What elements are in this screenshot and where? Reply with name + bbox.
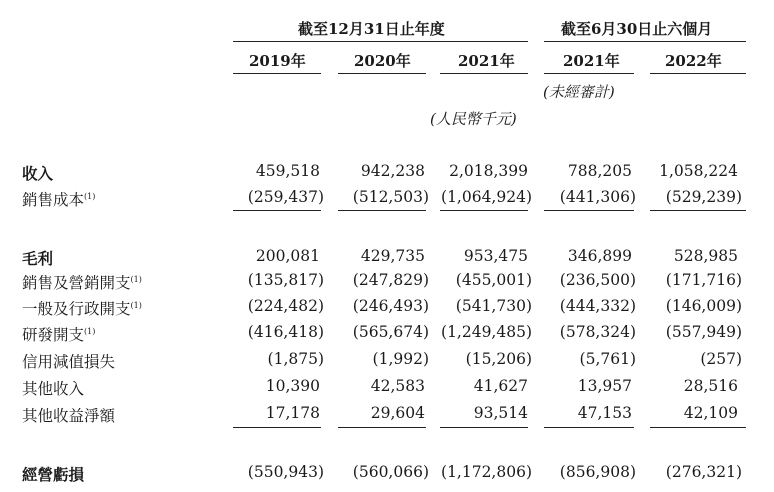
cell-other-income-2019: 10,390 [265, 377, 320, 395]
row-label-cost-of-sales: 銷售成本$^{(1)}$ [22, 191, 96, 209]
year-rule-2021-interim [544, 73, 634, 74]
cell-general-admin-2022h1: (146,009) [665, 297, 742, 315]
row-label-gross-profit: 毛利 [22, 249, 54, 268]
year-rule-2019 [233, 73, 321, 74]
interim-period-header: 截至6月30日止六個月 [561, 20, 713, 38]
cell-cost-of-sales-2019: (259,437) [247, 188, 324, 206]
year-rule-2022-interim [650, 73, 746, 74]
row-label-revenue: 收入 [22, 164, 54, 183]
cell-revenue-2019: 459,518 [255, 162, 320, 180]
cell-other-income-2021: 41,627 [473, 377, 528, 395]
cell-credit-impairment-2019: (1,875) [267, 350, 324, 368]
cell-credit-impairment-2022h1: (257) [700, 350, 742, 368]
annual-header-rule [233, 41, 528, 42]
cell-other-gains-net-2020: 29,604 [370, 404, 425, 422]
cell-revenue-2020: 942,238 [360, 162, 425, 180]
cell-operating-loss-2022h1: (276,321) [665, 463, 742, 481]
row-label-credit-impairment: 信用減值損失 [22, 353, 116, 371]
cell-revenue-2021: 2,018,399 [449, 162, 528, 180]
cell-general-admin-2019: (224,482) [247, 297, 324, 315]
year-2021-header: 2021年 [458, 52, 515, 70]
cell-selling-marketing-2022h1: (171,716) [665, 271, 742, 289]
cell-selling-marketing-2021h1: (236,500) [559, 271, 636, 289]
row-label-r-and-d: 研發開支$^{(1)}$ [22, 326, 96, 344]
annual-period-header: 截至12月31日止年度 [298, 20, 445, 38]
cell-credit-impairment-2021: (15,206) [465, 350, 532, 368]
cell-selling-marketing-2021: (455,001) [455, 271, 532, 289]
subtotal-rule-2019 [233, 210, 321, 211]
cell-general-admin-2020: (246,493) [352, 297, 429, 315]
subtotal-rule-2021-interim [544, 210, 634, 211]
cell-cost-of-sales-2021h1: (441,306) [559, 188, 636, 206]
cell-r-and-d-2021h1: (578,324) [559, 323, 636, 341]
cell-gross-profit-2022h1: 528,985 [673, 247, 738, 265]
subtotal-rule-2022-interim [650, 210, 746, 211]
subtotal-rule-2021 [440, 210, 528, 211]
interim-header-rule [544, 41, 746, 42]
cell-other-income-2022h1: 28,516 [683, 377, 738, 395]
total-rule-2019 [233, 427, 321, 428]
cell-revenue-2022h1: 1,058,224 [659, 162, 738, 180]
cell-r-and-d-2021: (1,249,485) [441, 323, 532, 341]
cell-credit-impairment-2021h1: (5,761) [579, 350, 636, 368]
cell-credit-impairment-2020: (1,992) [372, 350, 429, 368]
cell-operating-loss-2020: (560,066) [352, 463, 429, 481]
cell-operating-loss-2021: (1,172,806) [441, 463, 532, 481]
cell-r-and-d-2020: (565,674) [352, 323, 429, 341]
row-label-operating-loss: 經營虧損 [22, 465, 85, 484]
total-rule-2021-interim [544, 427, 634, 428]
cell-other-income-2021h1: 13,957 [577, 377, 632, 395]
cell-gross-profit-2021h1: 346,899 [567, 247, 632, 265]
year-2020-header: 2020年 [354, 52, 411, 70]
cell-operating-loss-2021h1: (856,908) [559, 463, 636, 481]
row-label-other-income: 其他收入 [22, 380, 85, 398]
cell-selling-marketing-2020: (247,829) [352, 271, 429, 289]
currency-unit-note: (人民幣千元) [430, 110, 517, 128]
row-label-general-admin: 一般及行政開支$^{(1)}$ [22, 300, 142, 318]
unaudited-note: (未經審計) [543, 83, 615, 101]
cell-other-gains-net-2019: 17,178 [265, 404, 320, 422]
year-2021-interim-header: 2021年 [563, 52, 620, 70]
year-2022-interim-header: 2022年 [665, 52, 722, 70]
cell-general-admin-2021h1: (444,332) [559, 297, 636, 315]
cell-cost-of-sales-2020: (512,503) [352, 188, 429, 206]
year-rule-2021 [440, 73, 528, 74]
cell-other-gains-net-2021: 93,514 [473, 404, 528, 422]
total-rule-2020 [338, 427, 426, 428]
cell-revenue-2021h1: 788,205 [567, 162, 632, 180]
cell-selling-marketing-2019: (135,817) [247, 271, 324, 289]
row-label-other-gains-net: 其他收益淨額 [22, 407, 116, 425]
cell-gross-profit-2021: 953,475 [463, 247, 528, 265]
subtotal-rule-2020 [338, 210, 426, 211]
year-2019-header: 2019年 [249, 52, 306, 70]
total-rule-2022-interim [650, 427, 746, 428]
cell-other-gains-net-2021h1: 47,153 [577, 404, 632, 422]
cell-r-and-d-2022h1: (557,949) [665, 323, 742, 341]
cell-cost-of-sales-2021: (1,064,924) [441, 188, 532, 206]
row-label-selling-marketing: 銷售及營銷開支$^{(1)}$ [22, 274, 142, 292]
cell-general-admin-2021: (541,730) [455, 297, 532, 315]
cell-other-gains-net-2022h1: 42,109 [683, 404, 738, 422]
cell-other-income-2020: 42,583 [370, 377, 425, 395]
total-rule-2021 [440, 427, 528, 428]
cell-cost-of-sales-2022h1: (529,239) [665, 188, 742, 206]
year-rule-2020 [338, 73, 426, 74]
cell-operating-loss-2019: (550,943) [247, 463, 324, 481]
cell-gross-profit-2020: 429,735 [360, 247, 425, 265]
cell-gross-profit-2019: 200,081 [255, 247, 320, 265]
cell-r-and-d-2019: (416,418) [247, 323, 324, 341]
